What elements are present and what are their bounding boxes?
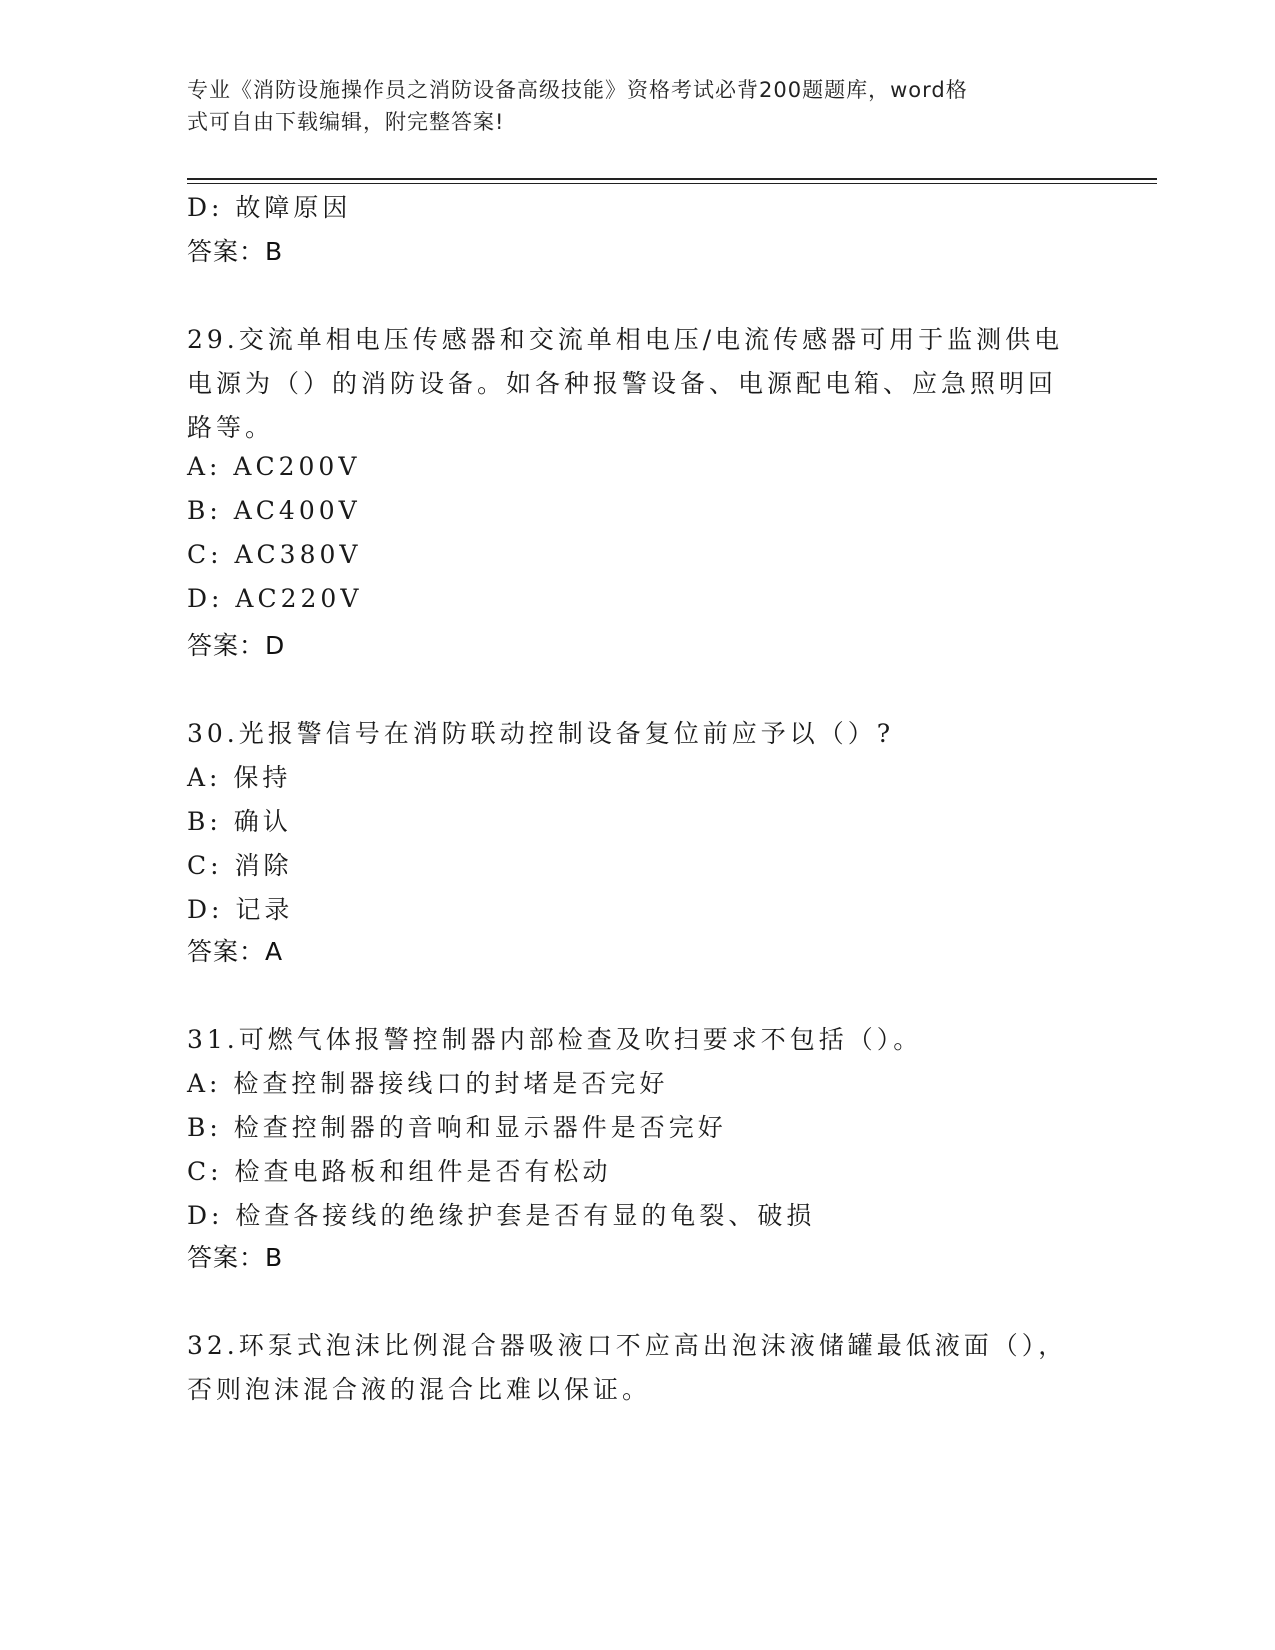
prev-option-d: D: 故障原因 [187, 193, 352, 222]
header-divider-thin [187, 183, 1157, 184]
q32-stem-line-2: 否则泡沫混合液的混合比难以保证。 [187, 1375, 652, 1404]
q32-stem-line-1: 32.环泵式泡沫比例混合器吸液口不应高出泡沫液储罐最低液面（）， [187, 1331, 1068, 1360]
q30-option-d: D: 记录 [187, 895, 294, 924]
header-divider-thick [187, 178, 1157, 180]
document-header [187, 74, 1067, 138]
prev-answer: 答案：B [187, 237, 284, 266]
q29-option-d: D: AC220V [187, 584, 363, 613]
q29-stem-line-1: 29.交流单相电压传感器和交流单相电压/电流传感器可用于监测供电 [187, 325, 1064, 354]
header-line-1: 专业《消防设施操作员之消防设备高级技能》资格考试必背200题题库，word格 [187, 78, 968, 102]
q30-answer: 答案：A [187, 937, 284, 966]
q30-option-b: B: 确认 [187, 807, 292, 836]
q31-option-b: B: 检查控制器的音响和显示器件是否完好 [187, 1113, 727, 1142]
q29-stem-line-3: 路等。 [187, 413, 275, 442]
q30-stem-line-1: 30.光报警信号在消防联动控制设备复位前应予以（）? [187, 719, 895, 748]
q29-option-c: C: AC380V [187, 540, 362, 569]
q30-option-a: A: 保持 [187, 763, 292, 792]
q31-option-d: D: 检查各接线的绝缘护套是否有显的龟裂、破损 [187, 1201, 816, 1230]
q29-option-b: B: AC400V [187, 496, 361, 525]
q29-stem-line-2: 电源为（）的消防设备。如各种报警设备、电源配电箱、应急照明回 [187, 369, 1058, 398]
q31-option-c: C: 检查电路板和组件是否有松动 [187, 1157, 612, 1186]
header-line-2: 式可自由下载编辑，附完整答案! [187, 110, 505, 134]
q31-answer: 答案：B [187, 1243, 284, 1272]
q31-stem-line-1: 31.可燃气体报警控制器内部检查及吹扫要求不包括（）。 [187, 1025, 923, 1054]
q31-option-a: A: 检查控制器接线口的封堵是否完好 [187, 1069, 669, 1098]
q30-option-c: C: 消除 [187, 851, 293, 880]
q29-answer: 答案：D [187, 631, 286, 660]
q29-option-a: A: AC200V [187, 452, 361, 481]
